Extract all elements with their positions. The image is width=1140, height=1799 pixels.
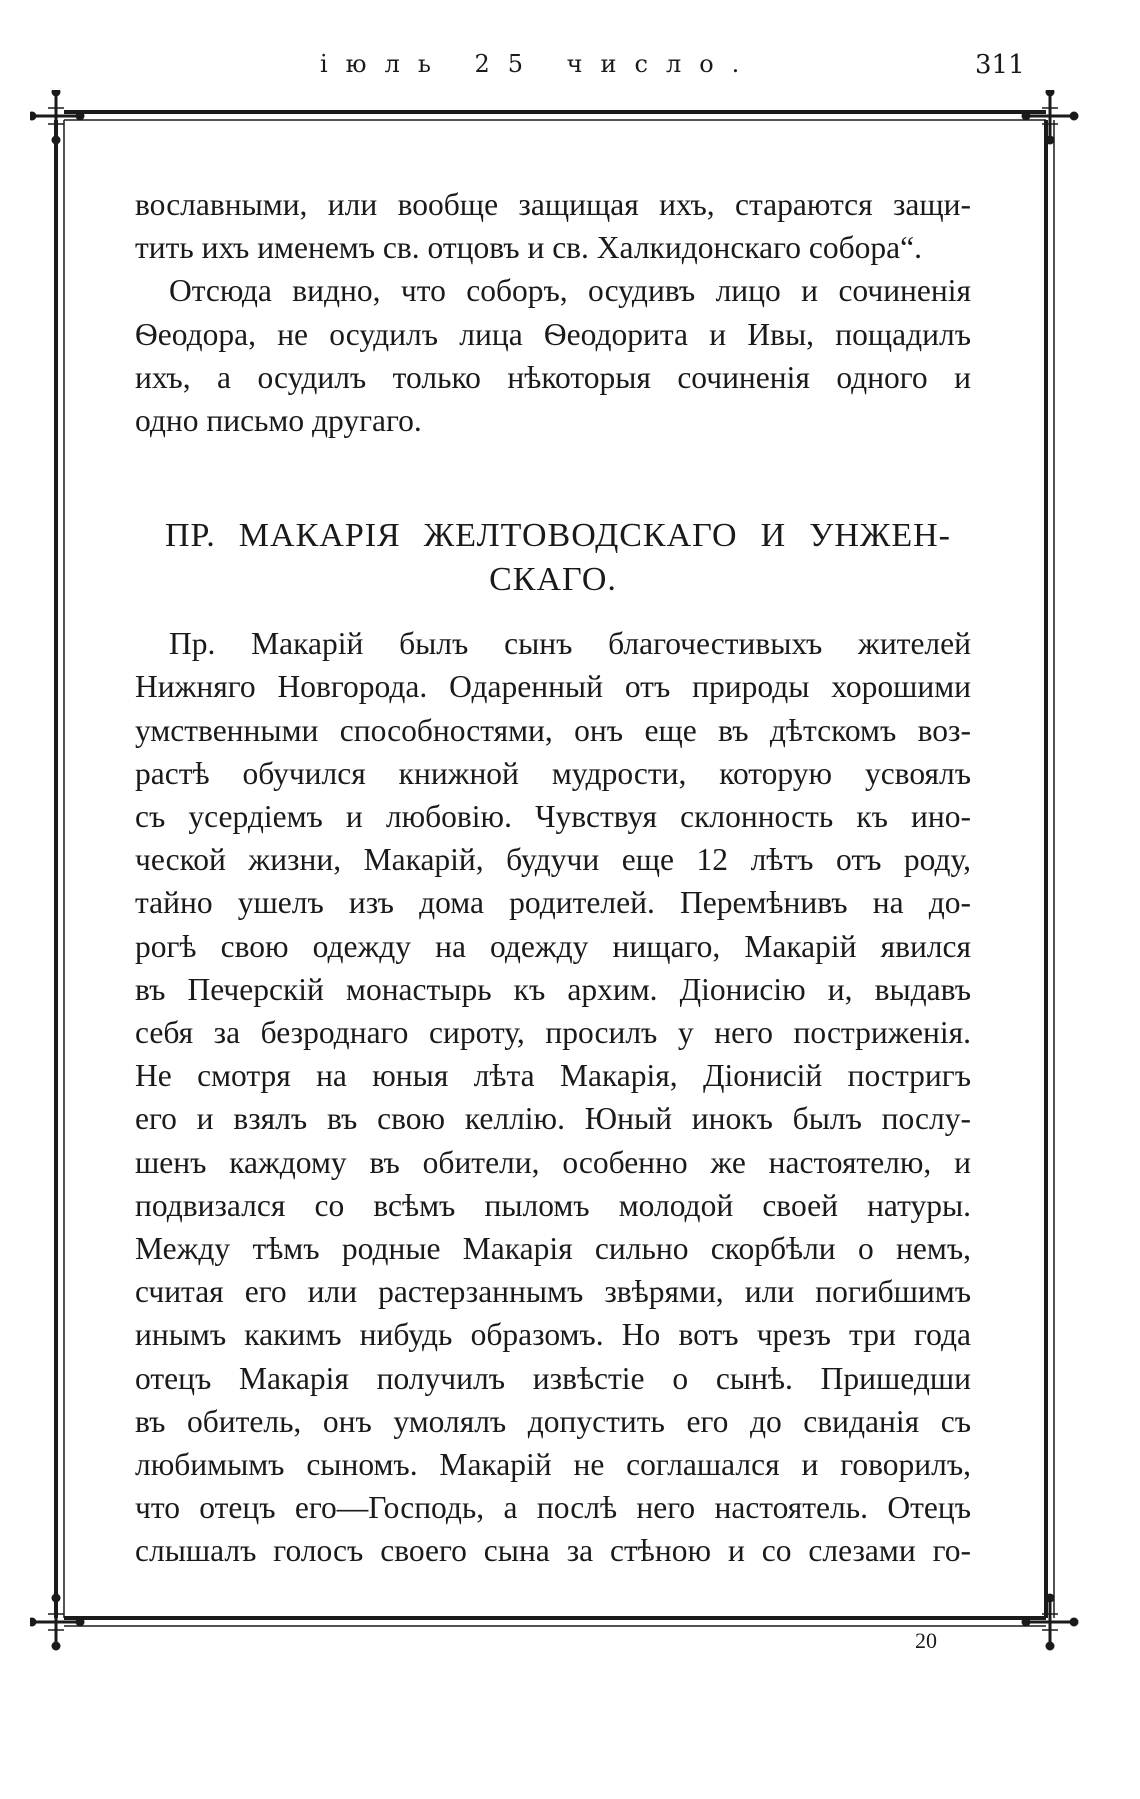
paragraph-conclusion — [135, 269, 971, 312]
text-line-row — [135, 925, 971, 968]
text-line: съ усердіемъ и любовію. Чувствуя склонность къ ино- — [135, 799, 971, 835]
text-line-row — [135, 881, 971, 924]
text-line: инымъ какимъ нибудь образомъ. Но вотъ чрезъ три года — [135, 1317, 971, 1353]
text-line-row — [135, 1097, 971, 1140]
text-line: Пр. Макарій былъ сынъ благочестивыхъ жителей — [169, 626, 971, 662]
text-line-row — [135, 1400, 971, 1443]
text-line-row — [135, 1529, 971, 1572]
text-line-row — [135, 622, 971, 665]
text-line: слышалъ голосъ своего сына за стѣною и со слезами го- — [135, 1533, 971, 1569]
page-text — [135, 183, 971, 1573]
page-number: 311 — [975, 50, 1025, 80]
text-line: шенъ каждому въ обители, особенно же настоятелю, и — [135, 1144, 971, 1180]
text-line: въ Печерскій монастырь къ архим. Діонисію и, выдавъ — [135, 971, 971, 1007]
text-line-row — [135, 1270, 971, 1313]
text-line-row — [135, 1357, 971, 1400]
text-line-row — [135, 709, 971, 752]
text-line-row — [135, 968, 971, 1011]
text-line-row — [135, 1141, 971, 1184]
text-line: Не смотря на юныя лѣта Макарія, Діонисій постригъ — [135, 1058, 971, 1094]
text-line: въ обитель, онъ умолялъ допустить его до свиданія съ — [135, 1403, 971, 1439]
text-line-row — [135, 1443, 971, 1486]
text-line-row — [135, 1313, 971, 1356]
text-line: вославными, или вообще защищая ихъ, стараются защи- — [135, 187, 971, 222]
text-line: Между тѣмъ родные Макарія сильно скорбѣли о немъ, — [135, 1231, 971, 1267]
text-line: считая его или растерзаннымъ звѣрями, или погибшимъ — [135, 1274, 971, 1310]
text-line: растѣ обучился книжной мудрости, которую усвоялъ — [135, 755, 971, 791]
running-title: іюль 25 число. — [320, 50, 758, 78]
running-head — [0, 50, 1140, 90]
text-line: Ѳеодора, не осудилъ лица Ѳеодорита и Ивы, пощадилъ — [135, 316, 971, 352]
text-line: что отецъ его—Господь, а послѣ него настоятель. Отецъ — [135, 1490, 971, 1526]
paragraph-continued-end — [135, 226, 971, 269]
text-line: себя за безроднаго сироту, просилъ у него постриженія. — [135, 1015, 971, 1051]
text-line-row — [135, 1184, 971, 1227]
text-line-row — [135, 795, 971, 838]
text-line: любимымъ сыномъ. Макарій не соглашался и говорилъ, — [135, 1447, 971, 1483]
text-line-row — [135, 313, 971, 356]
text-line-row — [135, 1486, 971, 1529]
heading-line: СКАГО. — [489, 561, 617, 599]
text-line-row — [135, 1227, 971, 1270]
text-line: отецъ Макарія получилъ извѣстіе о сынѣ. Пришедши — [135, 1360, 971, 1396]
heading-line: ПР. МАКАРІЯ ЖЕЛТОВОДСКАГО И УНЖЕН- — [165, 517, 951, 555]
text-line: умственными способностями, онъ еще въ дѣтскомъ воз- — [135, 712, 971, 748]
text-line-row — [135, 1011, 971, 1054]
text-line-row — [135, 399, 971, 442]
text-line: одно письмо другаго. — [135, 403, 422, 439]
paragraph-continued — [135, 183, 971, 226]
text-line: Нижняго Новгорода. Одаренный отъ природы хорошими — [135, 669, 971, 705]
text-line: Отсюда видно, что соборъ, осудивъ лицо и сочиненія — [169, 273, 971, 309]
text-line: ихъ, а осудилъ только нѣкоторыя сочиненія одного и — [135, 359, 971, 395]
text-line: тить ихъ именемъ св. отцовъ и св. Халкидонскаго собора“. — [135, 230, 922, 266]
text-line: тайно ушелъ изъ дома родителей. Перемѣнивъ на до- — [135, 885, 971, 921]
text-line: его и взялъ въ свою келлію. Юный инокъ былъ послу- — [135, 1101, 971, 1137]
text-line: подвизался со всѣмъ пыломъ молодой своей натуры. — [135, 1187, 971, 1223]
text-line: ческой жизни, Макарій, будучи еще 12 лѣтъ отъ роду, — [135, 842, 971, 878]
text-line: рогѣ свою одежду на одежду нищаго, Макарій явился — [135, 928, 971, 964]
text-line-row — [135, 356, 971, 399]
text-line-row — [135, 665, 971, 708]
text-line-row — [135, 752, 971, 795]
text-line-row — [135, 838, 971, 881]
section-heading — [135, 514, 971, 602]
text-line-row — [135, 1054, 971, 1097]
signature-mark: 20 — [915, 1628, 937, 1653]
